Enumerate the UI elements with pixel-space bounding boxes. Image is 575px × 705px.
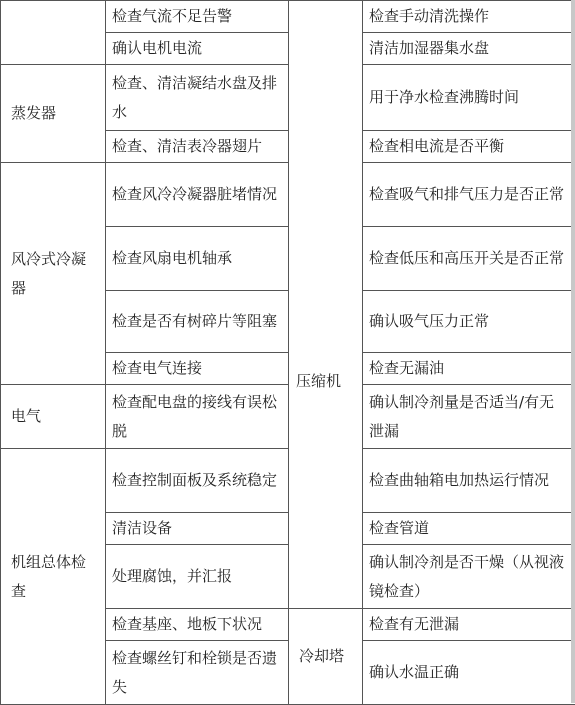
category-unit-overall: 机组总体检查 <box>1 449 106 705</box>
category-compressor: 压缩机 <box>296 370 341 392</box>
item-right: 检查曲轴箱电加热运行情况 <box>363 449 575 513</box>
right-edge-shadow <box>571 0 575 703</box>
item-right: 检查手动清洗操作 <box>363 1 575 33</box>
item-right: 用于净水检查沸腾时间 <box>363 65 575 131</box>
table-row <box>1 65 575 131</box>
item-right: 检查相电流是否平衡 <box>363 131 575 163</box>
category-top-right-blank <box>289 1 363 609</box>
item-left: 检查电气连接 <box>106 353 289 385</box>
item-left: 确认电机电流 <box>106 33 289 65</box>
item-right: 确认水温正确 <box>363 641 575 705</box>
item-right: 检查低压和高压开关是否正常 <box>363 227 575 291</box>
item-right: 确认制冷剂量是否适当/有无泄漏 <box>363 385 575 449</box>
category-electrical: 电气 <box>1 385 106 449</box>
table-row <box>1 449 575 513</box>
item-right: 清洁加湿器集水盘 <box>363 33 575 65</box>
item-left: 处理腐蚀，并汇报 <box>106 545 289 609</box>
item-right: 确认制冷剂是否干燥（从视液镜检查） <box>363 545 575 609</box>
item-left: 检查控制面板及系统稳定 <box>106 449 289 513</box>
category-cooling-tower: 冷却塔 <box>289 609 363 705</box>
item-right: 检查有无泄漏 <box>363 609 575 641</box>
item-left: 检查是否有树碎片等阻塞 <box>106 291 289 353</box>
item-left: 检查、清洁凝结水盘及排水 <box>106 65 289 131</box>
category-air-cooled-condenser: 风冷式冷凝器 <box>1 163 106 385</box>
item-left: 检查螺丝钉和栓锁是否遗失 <box>106 641 289 705</box>
table-row <box>1 163 575 227</box>
item-left: 清洁设备 <box>106 513 289 545</box>
item-left: 检查风冷冷凝器脏堵情况 <box>106 163 289 227</box>
item-left: 检查配电盘的接线有误松脱 <box>106 385 289 449</box>
item-right: 检查无漏油 <box>363 353 575 385</box>
item-left: 检查基座、地板下状况 <box>106 609 289 641</box>
table-row <box>1 385 575 449</box>
item-left: 检查风扇电机轴承 <box>106 227 289 291</box>
item-right: 确认吸气压力正常 <box>363 291 575 353</box>
table-row <box>1 1 575 33</box>
item-left: 检查气流不足告警 <box>106 1 289 33</box>
item-right: 检查吸气和排气压力是否正常 <box>363 163 575 227</box>
item-right: 检查管道 <box>363 513 575 545</box>
category-top-blank <box>1 1 106 65</box>
category-evaporator: 蒸发器 <box>1 65 106 163</box>
item-left: 检查、清洁表冷器翅片 <box>106 131 289 163</box>
